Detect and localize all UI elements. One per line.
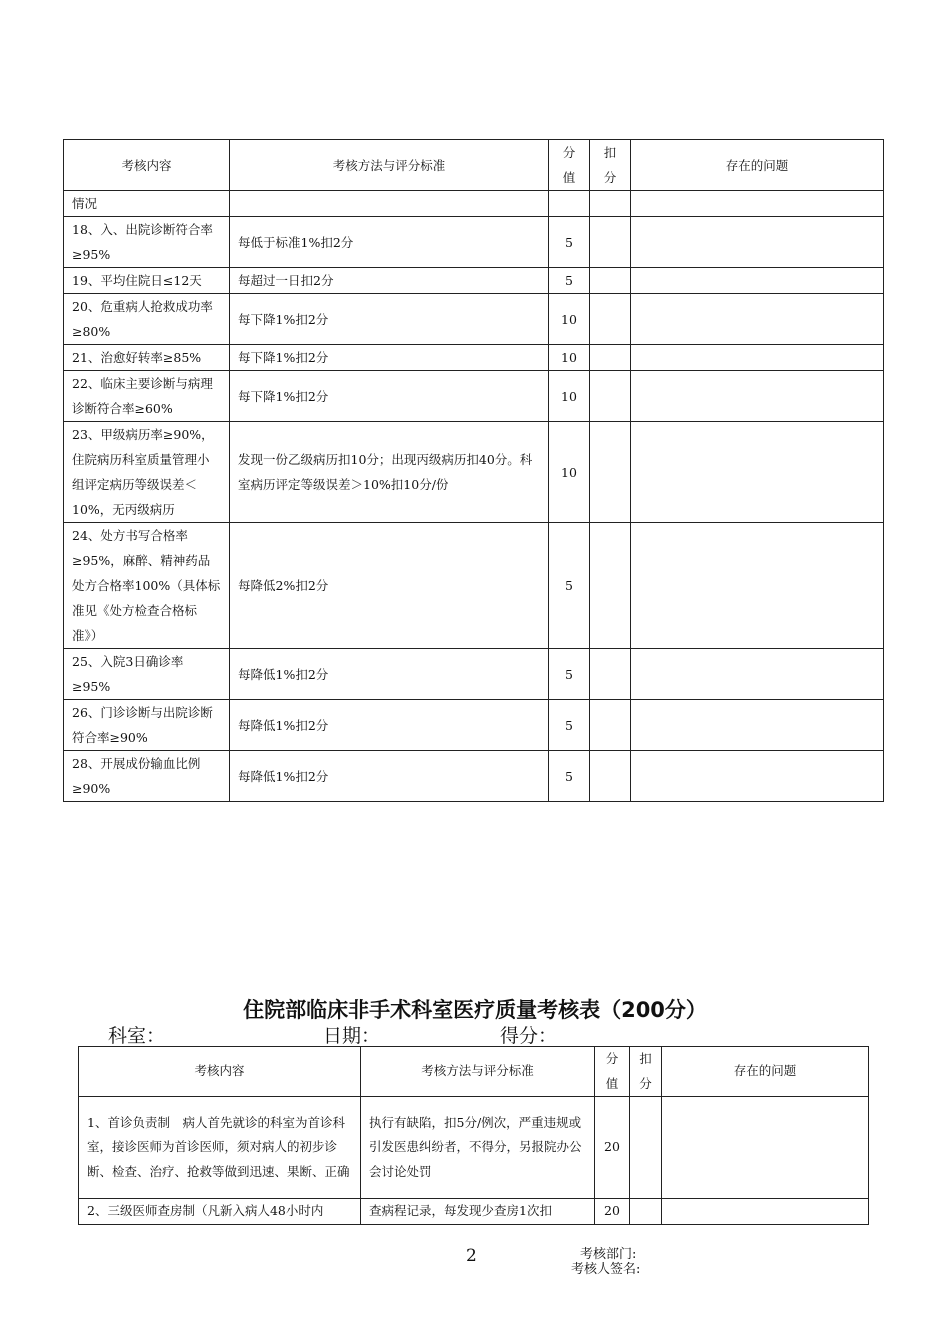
row-deduct-cell[interactable]	[590, 294, 631, 345]
header-content: 考核内容	[79, 1047, 361, 1097]
table-row	[64, 751, 884, 802]
footer-signer: 考核人签名:	[571, 1262, 641, 1277]
row-issues-cell[interactable]	[662, 1199, 869, 1225]
row-score: 10	[549, 422, 590, 523]
row-issues-cell[interactable]	[631, 422, 884, 523]
row-deduct-cell[interactable]	[590, 649, 631, 700]
row-score: 5	[549, 700, 590, 751]
row-issues-cell[interactable]	[631, 191, 884, 217]
row-deduct-cell[interactable]	[630, 1097, 662, 1199]
row-method: 发现一份乙级病历扣10分；出现丙级病历扣40分。科室病历评定等级误差＞10%扣10分/份	[230, 422, 549, 523]
row-deduct-cell[interactable]	[590, 751, 631, 802]
table-header-row	[79, 1047, 869, 1097]
row-content: 24、处方书写合格率≥95%，麻醉、精神药品处方合格率100%（具体标准见《处方检查合格标准》）	[64, 523, 230, 649]
row-score: 5	[549, 523, 590, 649]
row-score: 10	[549, 345, 590, 371]
row-issues-cell[interactable]	[662, 1097, 869, 1199]
row-issues-cell[interactable]	[631, 345, 884, 371]
header-issues: 存在的问题	[631, 140, 884, 191]
row-deduct-cell[interactable]	[590, 700, 631, 751]
row-content: 20、危重病人抢救成功率≥80%	[64, 294, 230, 345]
score-label: 得分：	[500, 1025, 558, 1047]
row-method: 每降低1%扣2分	[230, 649, 549, 700]
form-title: 住院部临床非手术科室医疗质量考核表（200分）	[243, 998, 707, 1022]
table-row	[64, 191, 884, 217]
row-method: 每下降1%扣2分	[230, 371, 549, 422]
footer-dept: 考核部门:	[580, 1247, 637, 1262]
row-method: 每降低1%扣2分	[230, 751, 549, 802]
row-deduct-cell[interactable]	[590, 371, 631, 422]
row-score	[549, 191, 590, 217]
row-method	[230, 191, 549, 217]
row-issues-cell[interactable]	[631, 649, 884, 700]
row-issues-cell[interactable]	[631, 217, 884, 268]
row-score: 5	[549, 217, 590, 268]
dept-label: 科室：	[108, 1025, 166, 1047]
row-score: 5	[549, 751, 590, 802]
row-deduct-cell[interactable]	[630, 1199, 662, 1225]
row-method: 查病程记录，每发现少查房1次扣	[361, 1199, 595, 1225]
row-content: 1、首诊负责制 病人首先就诊的科室为首诊科室，接诊医师为首诊医师，须对病人的初步诊断、检查、治疗、抢救等做到迅速、果断、正确	[79, 1097, 361, 1199]
row-score: 20	[595, 1199, 630, 1225]
row-method: 每下降1%扣2分	[230, 294, 549, 345]
row-method: 每下降1%扣2分	[230, 345, 549, 371]
table-row	[64, 422, 884, 523]
row-deduct-cell[interactable]	[590, 422, 631, 523]
row-content: 22、临床主要诊断与病理诊断符合率≥60%	[64, 371, 230, 422]
date-label: 日期：	[323, 1025, 381, 1047]
header-deduct: 扣 分	[590, 140, 631, 191]
header-method: 考核方法与评分标准	[230, 140, 549, 191]
assessment-table-1	[63, 139, 884, 802]
row-method: 执行有缺陷，扣5分/例次，严重违规或引发医患纠纷者，不得分，另报院办公会讨论处罚	[361, 1097, 595, 1199]
row-method: 每低于标准1%扣2分	[230, 217, 549, 268]
table-row	[79, 1199, 869, 1225]
row-deduct-cell[interactable]	[590, 345, 631, 371]
row-method: 每降低1%扣2分	[230, 700, 549, 751]
row-score: 20	[595, 1097, 630, 1199]
row-method: 每超过一日扣2分	[230, 268, 549, 294]
header-content: 考核内容	[64, 140, 230, 191]
table-row	[64, 700, 884, 751]
row-content: 23、甲级病历率≥90%，住院病历科室质量管理小组评定病历等级误差＜10%，无丙级病历	[64, 422, 230, 523]
row-issues-cell[interactable]	[631, 751, 884, 802]
table-row	[64, 371, 884, 422]
row-content: 28、开展成份输血比例≥90%	[64, 751, 230, 802]
row-content: 26、门诊诊断与出院诊断符合率≥90%	[64, 700, 230, 751]
page-number: 2	[466, 1246, 477, 1266]
table-row	[64, 345, 884, 371]
header-method: 考核方法与评分标准	[361, 1047, 595, 1097]
row-score: 5	[549, 268, 590, 294]
table-row	[64, 649, 884, 700]
row-issues-cell[interactable]	[631, 700, 884, 751]
header-issues: 存在的问题	[662, 1047, 869, 1097]
row-score: 5	[549, 649, 590, 700]
row-content: 21、治愈好转率≥85%	[64, 345, 230, 371]
row-deduct-cell[interactable]	[590, 217, 631, 268]
row-content: 情况	[64, 191, 230, 217]
row-method: 每降低2%扣2分	[230, 523, 549, 649]
header-deduct: 扣 分	[630, 1047, 662, 1097]
row-content: 25、入院3日确诊率≥95%	[64, 649, 230, 700]
row-deduct-cell[interactable]	[590, 268, 631, 294]
row-issues-cell[interactable]	[631, 268, 884, 294]
row-content: 18、入、出院诊断符合率≥95%	[64, 217, 230, 268]
table-row	[64, 523, 884, 649]
row-issues-cell[interactable]	[631, 523, 884, 649]
table-row	[64, 268, 884, 294]
header-score: 分 值	[549, 140, 590, 191]
row-content: 2、三级医师查房制（凡新入病人48小时内	[79, 1199, 361, 1225]
table-row	[64, 294, 884, 345]
header-score: 分 值	[595, 1047, 630, 1097]
row-issues-cell[interactable]	[631, 294, 884, 345]
table-header-row	[64, 140, 884, 191]
row-issues-cell[interactable]	[631, 371, 884, 422]
assessment-table-2	[78, 1046, 869, 1225]
table-row	[79, 1097, 869, 1199]
row-deduct-cell[interactable]	[590, 191, 631, 217]
table-row	[64, 217, 884, 268]
row-score: 10	[549, 294, 590, 345]
row-deduct-cell[interactable]	[590, 523, 631, 649]
row-content: 19、平均住院日≤12天	[64, 268, 230, 294]
row-score: 10	[549, 371, 590, 422]
